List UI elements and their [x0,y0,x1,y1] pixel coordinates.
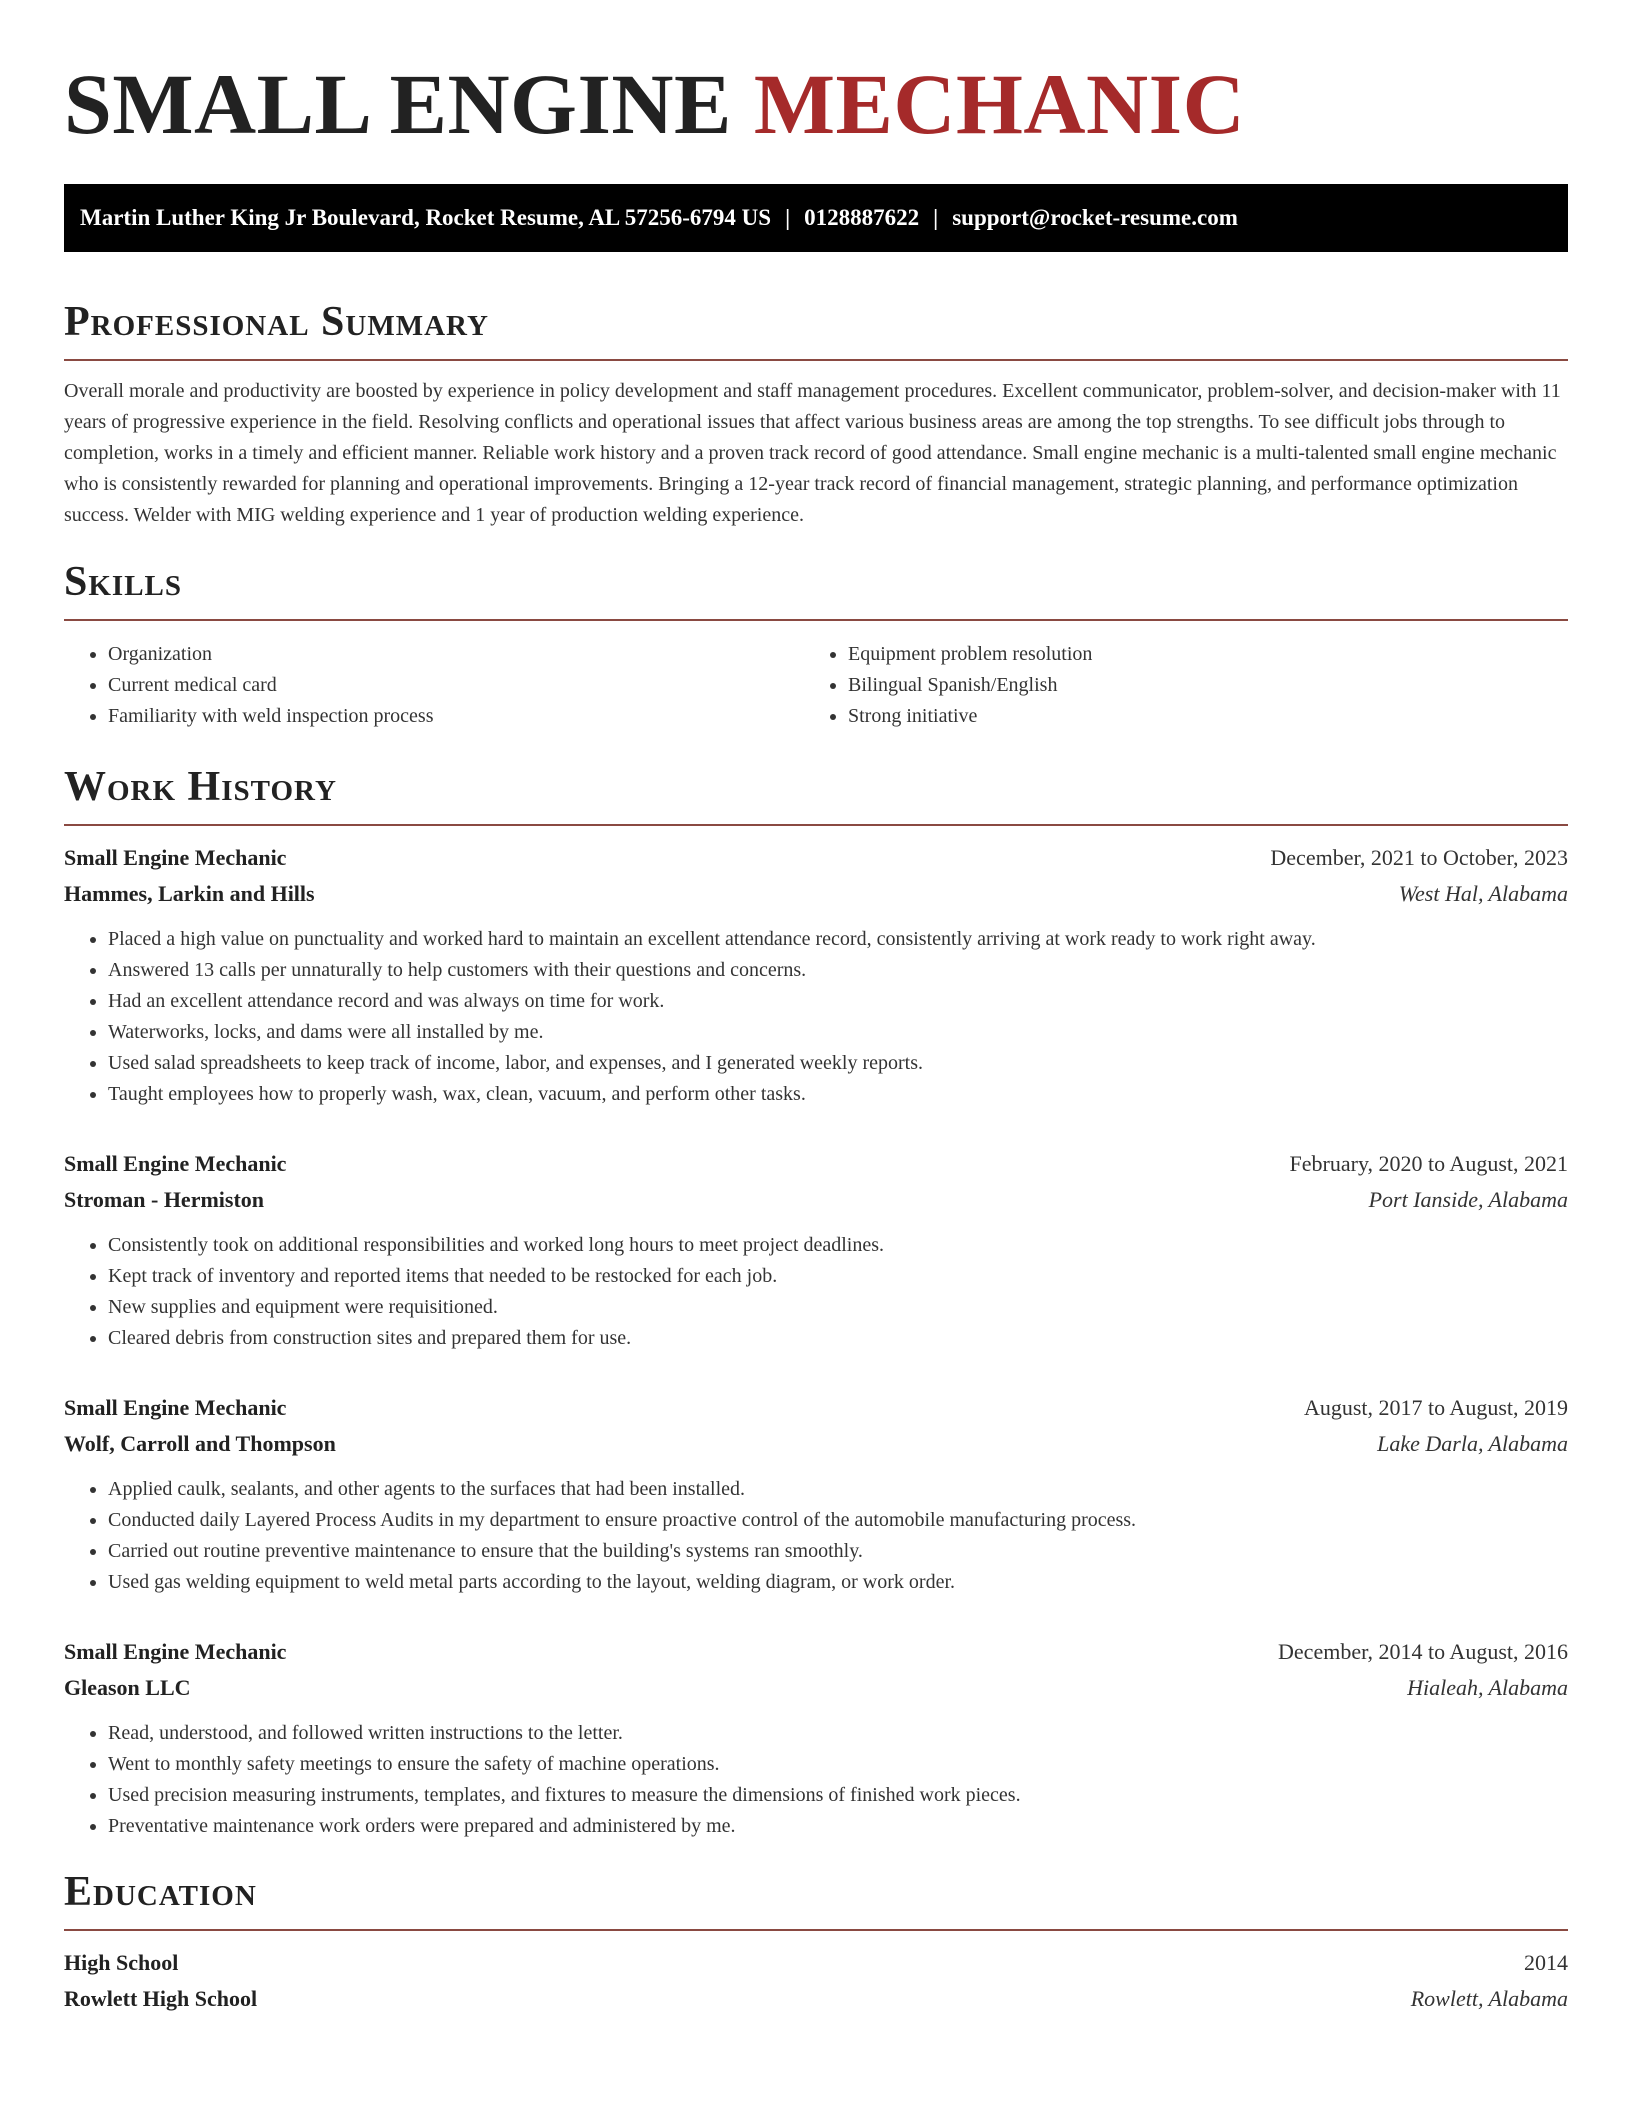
education-section [64,1868,1568,2017]
section-divider [64,359,1568,361]
skills-column-left [64,639,804,732]
job-header-row [64,840,1568,876]
job-bullet: • Kept track of inventory and reported items that needed to be restocked for each job. [108,1261,1568,1292]
job-dates: February, 2020 to August, 2021 [1289,1151,1568,1176]
job-title: Small Engine Mechanic [64,1151,287,1176]
job-bullet: • Cleared debris from construction sites and prepared them for use. [108,1323,1568,1354]
education-degree: High School [64,1950,179,1975]
contact-separator: | [785,205,791,230]
section-divider [64,619,1568,621]
name-last: MECHANIC [753,56,1246,152]
resume-name-heading [64,58,1568,150]
skills-grid [64,639,1568,732]
job-title: Small Engine Mechanic [64,845,287,870]
education-title: Education [64,1869,257,1915]
job-bullets [64,1718,1568,1842]
job-company: Hammes, Larkin and Hills [64,881,315,906]
job-header-row [64,1390,1568,1426]
job-company-row [64,1670,1568,1706]
job-location: Lake Darla, Alabama [1377,1431,1568,1456]
skills-section [64,558,1568,732]
job-bullet: • Consistently took on additional responsibilities and worked long hours to meet project deadlines. [108,1230,1568,1261]
skill-item: • Strong initiative [848,701,1544,732]
job-entry [64,1146,1568,1354]
skill-item: • Bilingual Spanish/English [848,670,1544,701]
job-company-row [64,1426,1568,1462]
job-bullet: • Carried out routine preventive maintenance to ensure that the building's systems ran smoothly. [108,1536,1568,1567]
name-first: SMALL ENGINE [64,56,732,152]
job-company-row [64,1182,1568,1218]
contact-phone: 0128887622 [804,205,920,230]
education-entry [64,1945,1568,2017]
job-entry [64,1634,1568,1842]
job-dates: December, 2021 to October, 2023 [1270,845,1568,870]
education-header-row [64,1945,1568,1981]
job-dates: August, 2017 to August, 2019 [1303,1395,1568,1420]
section-divider [64,824,1568,826]
job-header-row [64,1634,1568,1670]
skill-item: • Equipment problem resolution [848,639,1544,670]
job-bullet: • Preventative maintenance work orders were prepared and administered by me. [108,1811,1568,1842]
job-location: West Hal, Alabama [1398,881,1568,906]
job-bullet: • Read, understood, and followed written instructions to the letter. [108,1718,1568,1749]
summary-text: Overall morale and productivity are boosted by experience in policy development and staff management procedures. Excellent communicator, problem-solver, and decision-maker with 11 years of progressive experience in the field. Resolving conflicts and operational issues that affect various business areas are among the top strengths. To see difficult jobs through to completion, works in a timely and efficient manner. Reliable work history and a proven track record of good attendance. Small engine mechanic is a multi-talented small engine mechanic who is consistently rewarded for planning and operational improvements. Bringing a 12-year track record of financial management, strategic planning, and performance optimization success. Welder with MIG welding experience and 1 year of production welding experience. [64,380,1561,526]
job-bullets [64,1230,1568,1354]
job-title: Small Engine Mechanic [64,1395,287,1420]
job-bullets [64,1474,1568,1598]
work-history-title: Work History [64,764,337,810]
job-title: Small Engine Mechanic [64,1639,287,1664]
job-entry [64,1390,1568,1598]
job-bullet: • Used precision measuring instruments, templates, and fixtures to measure the dimensions of finished work pieces. [108,1780,1568,1811]
job-bullet: • Went to monthly safety meetings to ensure the safety of machine operations. [108,1749,1568,1780]
job-bullet: • New supplies and equipment were requisitioned. [108,1292,1568,1323]
job-company: Wolf, Carroll and Thompson [64,1431,336,1456]
skill-item: • Organization [108,639,804,670]
education-year: 2014 [1524,1950,1568,1975]
skills-column-right [804,639,1544,732]
summary-title: Professional Summary [64,299,489,345]
contact-email: support@rocket-resume.com [952,205,1238,230]
job-bullet: • Used salad spreadsheets to keep track of income, labor, and expenses, and I generated weekly reports. [108,1048,1568,1079]
job-company: Stroman - Hermiston [64,1187,265,1212]
job-header-row [64,1146,1568,1182]
skill-item: • Current medical card [108,670,804,701]
job-bullet: • Applied caulk, sealants, and other agents to the surfaces that had been installed. [108,1474,1568,1505]
job-bullet: • Taught employees how to properly wash, wax, clean, vacuum, and perform other tasks. [108,1079,1568,1110]
job-company: Gleason LLC [64,1675,191,1700]
job-location: Hialeah, Alabama [1407,1675,1568,1700]
work-history-section [64,763,1568,1842]
skills-title: Skills [64,559,183,605]
job-bullet: • Answered 13 calls per unnaturally to help customers with their questions and concerns. [108,955,1568,986]
contact-bar [64,184,1568,252]
job-bullet: • Placed a high value on punctuality and worked hard to maintain an excellent attendance record, consistently arriving at work ready to work right away. [108,924,1568,955]
education-location: Rowlett, Alabama [1410,1986,1568,2011]
job-bullet: • Had an excellent attendance record and was always on time for work. [108,986,1568,1017]
contact-address: Martin Luther King Jr Boulevard, Rocket Resume, AL 57256-6794 US [80,205,772,230]
skill-item: • Familiarity with weld inspection process [108,701,804,732]
job-bullet: • Waterworks, locks, and dams were all installed by me. [108,1017,1568,1048]
summary-section [64,298,1568,531]
education-school: Rowlett High School [64,1986,258,2011]
section-divider [64,1929,1568,1931]
job-bullet: • Used gas welding equipment to weld metal parts according to the layout, welding diagram, or work order. [108,1567,1568,1598]
job-bullet: • Conducted daily Layered Process Audits in my department to ensure proactive control of the automobile manufacturing process. [108,1505,1568,1536]
job-entry [64,840,1568,1110]
job-company-row [64,876,1568,912]
job-location: Port Ianside, Alabama [1368,1187,1568,1212]
job-dates: December, 2014 to August, 2016 [1278,1639,1568,1664]
job-bullets [64,924,1568,1110]
education-school-row [64,1981,1568,2017]
contact-separator: | [933,205,939,230]
